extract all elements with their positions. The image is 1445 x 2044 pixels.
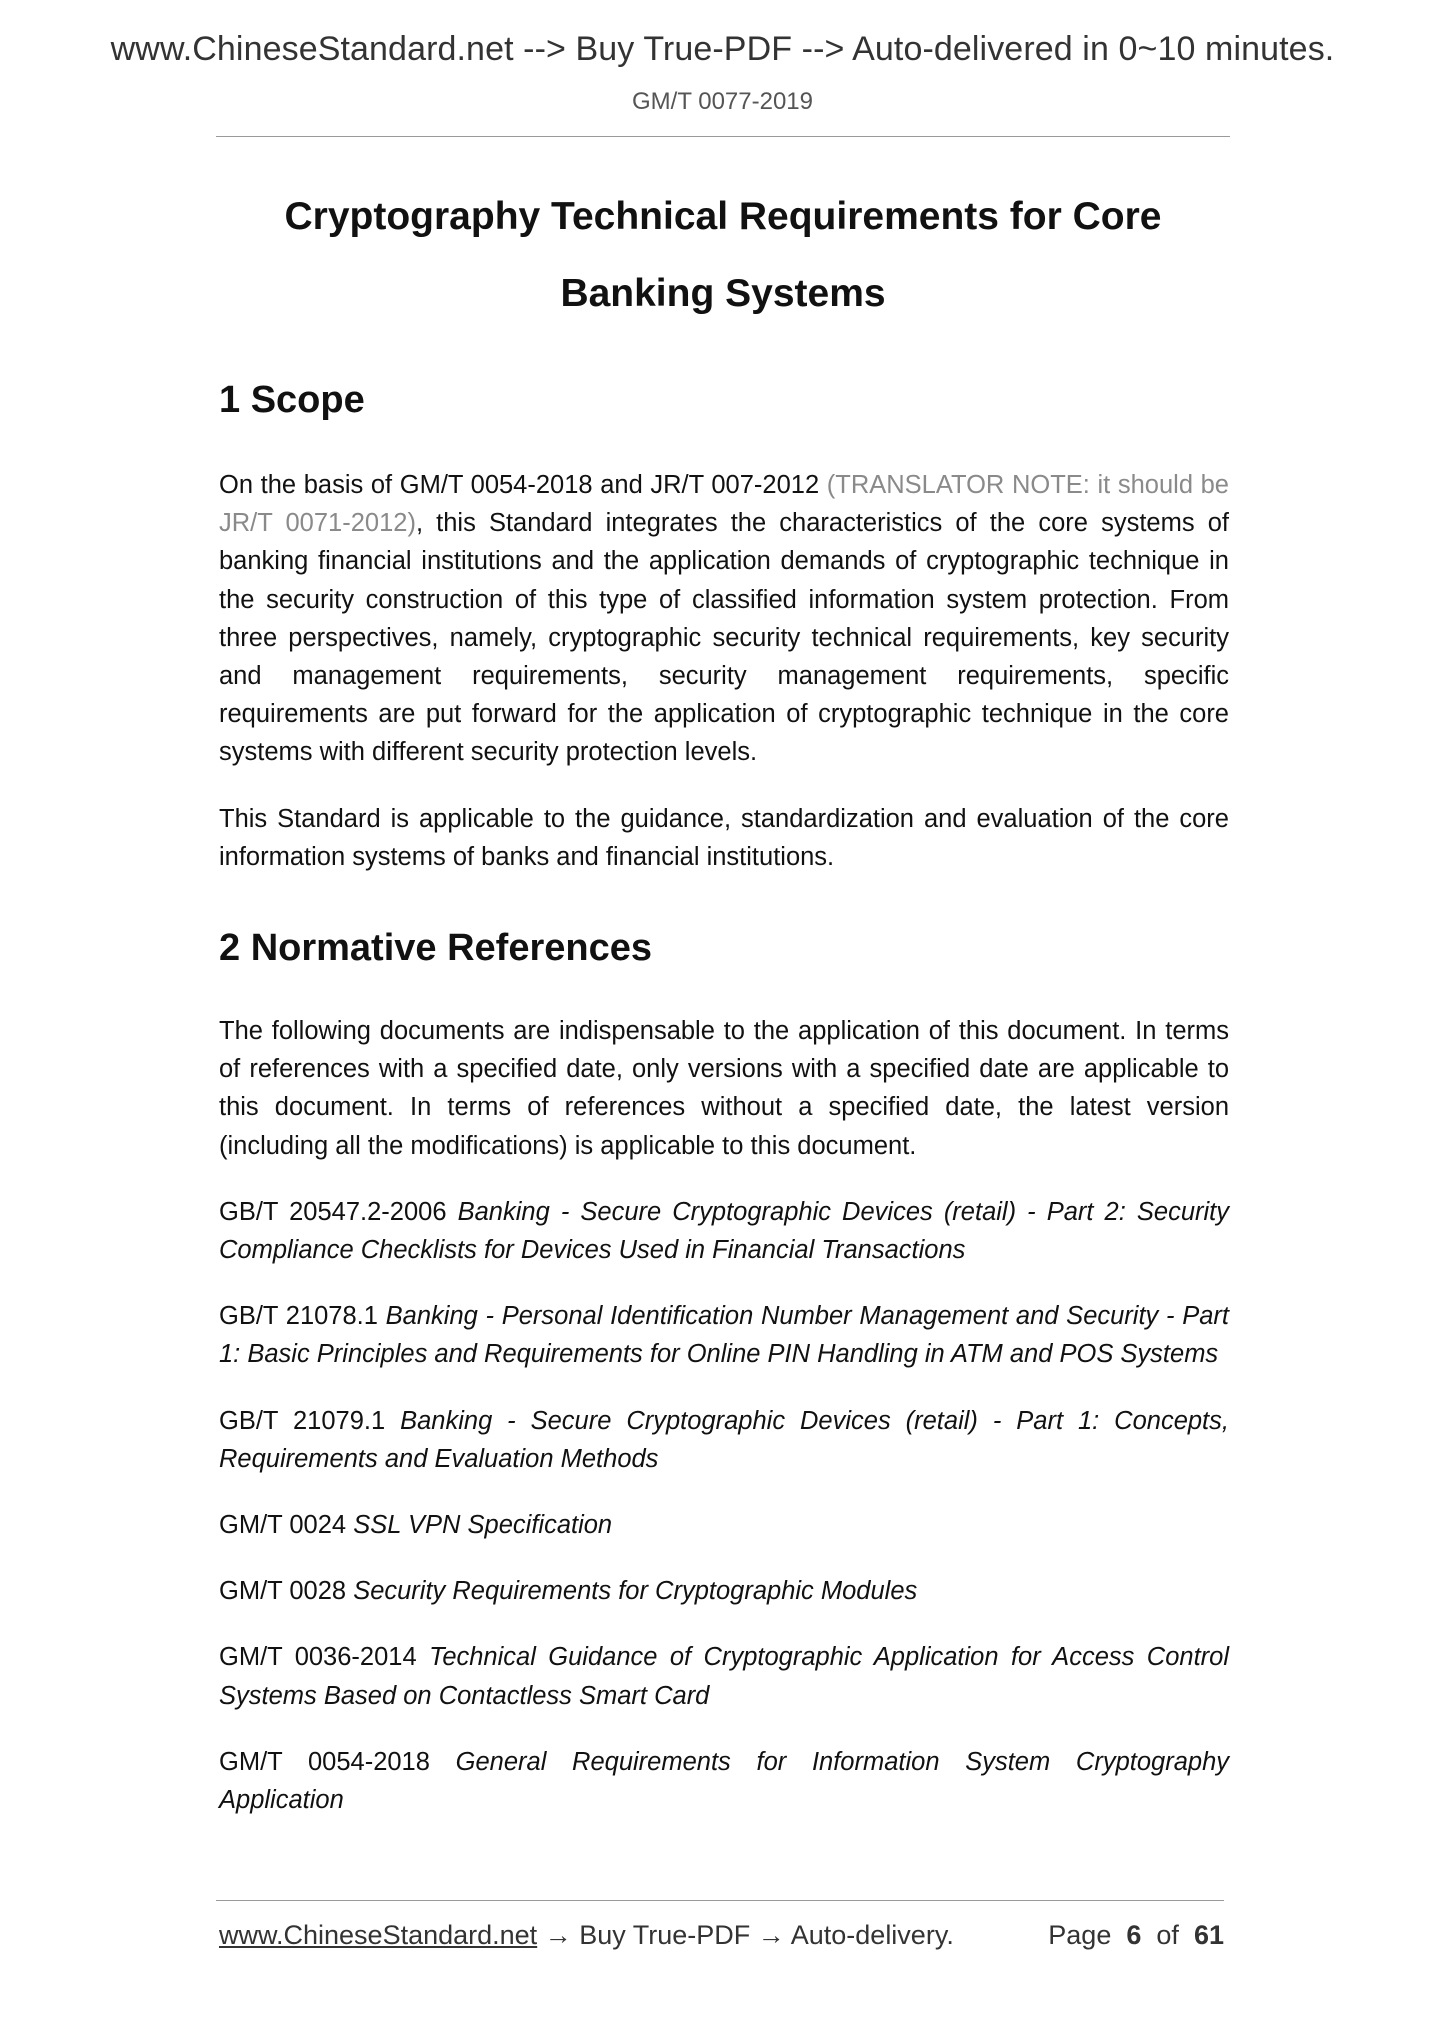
scope-paragraph-2: This Standard is applicable to the guidance, standardization and evaluation of the core information systems of banks and financial institutions. bbox=[219, 804, 1229, 871]
section-heading-normative-references: 2 Normative References bbox=[219, 927, 652, 970]
reference-title: Technical Guidance of Cryptographic Application for Access Control Systems Based on Contactless Smart Card bbox=[219, 1643, 1229, 1710]
reference-title: Banking - Secure Cryptographic Devices (retail) - Part 2: Security Compliance Checklists for Devices Used in Financial Transactions bbox=[219, 1197, 1229, 1265]
footer-site-link[interactable]: www.ChineseStandard.net bbox=[219, 1920, 538, 1950]
translator-note: (TRANSLATOR NOTE: it should be JR/T 0071-2012) bbox=[219, 471, 1229, 538]
reference-code: GB/T 21078.1 bbox=[219, 1302, 378, 1331]
reference-title: General Requirements for Information System Cryptography Application bbox=[219, 1747, 1230, 1815]
reference-code: GB/T 20547.2-2006 bbox=[219, 1197, 447, 1226]
reference-item bbox=[219, 1638, 1229, 1714]
of-label: of bbox=[1156, 1920, 1179, 1950]
page-label: Page bbox=[1048, 1920, 1112, 1950]
section-heading-scope: 1 Scope bbox=[219, 379, 365, 421]
reference-title: SSL VPN Specification bbox=[353, 1511, 613, 1540]
scope-text-b: , this Standard integrates the characteristics of the core systems of banking financial institutions and the application demands of cryptographic technique in the security construction of this type of classified information system protection. From three perspectives, namely, cryptographic security technical requirements, key security and management requirements, security management requirements, specific requirements are put forward for the application of cryptographic technique in the core systems with different security protection levels. bbox=[219, 509, 1229, 767]
reference-code: GM/T 0024 bbox=[219, 1511, 347, 1540]
reference-item bbox=[219, 1572, 1229, 1610]
reference-code: GM/T 0036-2014 bbox=[219, 1643, 417, 1672]
document-id: GM/T 0077-2019 bbox=[632, 88, 813, 115]
document-body bbox=[219, 372, 1229, 1847]
header-divider bbox=[216, 136, 1230, 137]
reference-code: GB/T 21079.1 bbox=[219, 1406, 386, 1435]
reference-code: GM/T 0028 bbox=[219, 1577, 347, 1606]
page-title-line-1: Cryptography Technical Requirements for Core bbox=[284, 195, 1162, 238]
footer-promo bbox=[219, 1920, 954, 1951]
page-number bbox=[1048, 1920, 1224, 1951]
current-page: 6 bbox=[1126, 1920, 1142, 1950]
footer-promo-text: → Buy True-PDF → Auto-delivery. bbox=[537, 1920, 954, 1950]
reference-item bbox=[219, 1297, 1229, 1373]
reference-item bbox=[219, 1193, 1229, 1269]
reference-title: Security Requirements for Cryptographic Modules bbox=[353, 1577, 918, 1606]
total-pages: 61 bbox=[1193, 1920, 1224, 1950]
reference-title: Banking - Personal Identification Number Management and Security - Part 1: Basic Principles and Requirements for Online PIN Handling in ATM and POS Systems bbox=[219, 1302, 1229, 1369]
reference-item bbox=[219, 1402, 1229, 1478]
scope-text-a: On the basis of GM/T 0054-2018 and JR/T 007-2012 bbox=[219, 471, 827, 499]
reference-code: GM/T 0054-2018 bbox=[219, 1747, 430, 1776]
page-title-line-2: Banking Systems bbox=[560, 272, 886, 315]
references-intro: The following documents are indispensable to the application of this document. In terms of references with a specified date, only versions with a specified date are applicable to this document. In terms of references without a specified date, the latest version (including all the modifications) is applicable to this document. bbox=[219, 1017, 1229, 1160]
scope-paragraph-1 bbox=[219, 466, 1229, 772]
header-banner: www.ChineseStandard.net --> Buy True-PDF --> Auto-delivered in 0~10 minutes. bbox=[110, 30, 1335, 68]
footer-divider bbox=[216, 1900, 1224, 1901]
reference-item bbox=[219, 1743, 1229, 1819]
reference-title: Banking - Secure Cryptographic Devices (retail) - Part 1: Concepts, Requirements and Evaluation Methods bbox=[219, 1406, 1229, 1473]
reference-item bbox=[219, 1506, 1229, 1544]
